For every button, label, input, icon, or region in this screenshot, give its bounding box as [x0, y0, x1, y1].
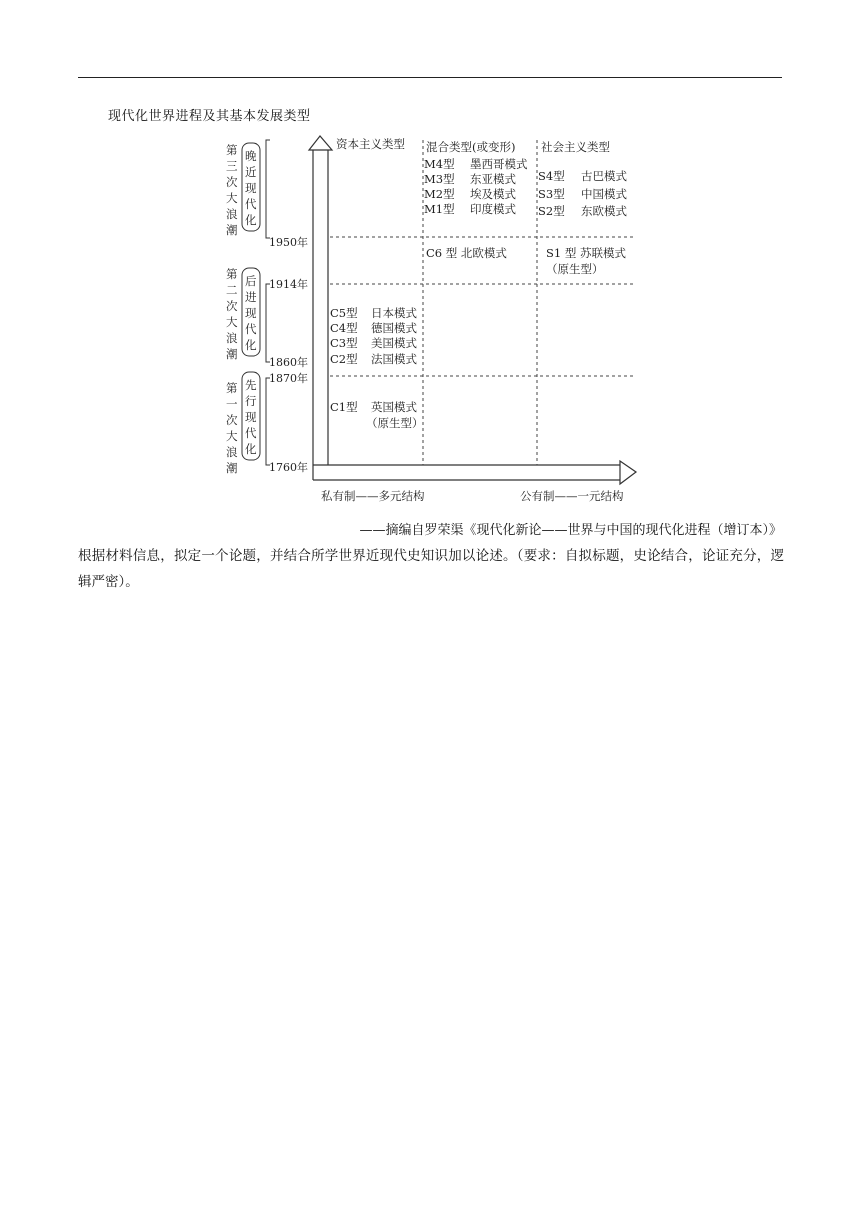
svg-text:C3型: C3型 — [330, 336, 358, 350]
year-1870: 1870年 — [269, 372, 308, 385]
svg-text:M1型: M1型 — [424, 202, 455, 216]
svg-text:第: 第 — [226, 267, 238, 281]
svg-text:代: 代 — [245, 322, 257, 336]
bracket-wave-1 — [266, 378, 270, 465]
x-axis-arrow — [313, 461, 636, 484]
svg-text:第: 第 — [226, 143, 238, 157]
year-1950: 1950年 — [269, 236, 308, 249]
svg-text:近: 近 — [245, 165, 257, 179]
svg-text:进: 进 — [245, 290, 257, 304]
svg-text:M4型: M4型 — [424, 157, 455, 171]
svg-text:次: 次 — [226, 175, 238, 189]
mixed-models — [424, 157, 528, 216]
figure-title: 现代化世界进程及其基本发展类型 — [108, 109, 311, 124]
svg-text:C4型: C4型 — [330, 321, 358, 335]
x-axis-right-label: 公有制——一元结构 — [520, 489, 624, 503]
year-labels — [269, 235, 308, 474]
svg-text:浪: 浪 — [226, 207, 238, 221]
question-text: 根据材料信息，拟定一个论题，并结合所学世界近现代史知识加以论述。（要求：自拟标题，史论结合，论证充分，逻辑严密）。 — [78, 548, 784, 590]
year-brackets — [266, 140, 270, 465]
svg-text:先: 先 — [245, 378, 257, 392]
svg-text:第: 第 — [226, 381, 238, 395]
header-mixed: 混合类型(或变形) — [426, 140, 516, 154]
c6-label: C6 型 北欧模式 — [426, 246, 507, 260]
year-1760: 1760年 — [269, 461, 308, 474]
svg-text:S4型: S4型 — [538, 169, 565, 183]
svg-text:东亚模式: 东亚模式 — [470, 172, 516, 186]
svg-text:墨西哥模式: 墨西哥模式 — [470, 157, 528, 171]
wave-1-subtitle — [245, 378, 257, 456]
post-1950-models — [426, 246, 627, 276]
svg-text:次: 次 — [226, 299, 238, 313]
svg-text:化: 化 — [245, 338, 257, 352]
svg-text:浪: 浪 — [226, 331, 238, 345]
second-wave-models — [330, 306, 417, 366]
s1-note: （原生型） — [546, 262, 604, 276]
svg-text:C2型: C2型 — [330, 352, 358, 366]
column-headers — [336, 137, 610, 154]
svg-text:C5型: C5型 — [330, 306, 358, 320]
source-citation: ——摘编自罗荣渠《现代化新论——世界与中国的现代化进程（增订本）》 — [359, 523, 782, 538]
svg-text:潮: 潮 — [226, 223, 238, 237]
svg-text:化: 化 — [245, 442, 257, 456]
svg-text:大: 大 — [226, 429, 238, 443]
wave-3-subtitle — [245, 149, 257, 227]
bracket-wave-2 — [266, 284, 270, 362]
svg-text:古巴模式: 古巴模式 — [581, 169, 627, 183]
svg-text:M2型: M2型 — [424, 187, 455, 201]
socialist-models — [538, 169, 627, 218]
wave-1-label — [226, 381, 238, 475]
x-axis-labels — [321, 489, 624, 503]
svg-text:英国模式: 英国模式 — [371, 400, 417, 414]
svg-text:一: 一 — [226, 397, 238, 411]
bracket-wave-3 — [266, 140, 270, 238]
svg-text:次: 次 — [226, 413, 238, 427]
svg-text:现: 现 — [245, 306, 257, 320]
svg-text:代: 代 — [245, 426, 257, 440]
svg-text:潮: 潮 — [226, 461, 238, 475]
svg-text:（原生型）: （原生型） — [366, 416, 424, 430]
svg-text:S3型: S3型 — [538, 187, 565, 201]
svg-text:C1型: C1型 — [330, 400, 358, 414]
svg-text:S2型: S2型 — [538, 204, 565, 218]
svg-text:德国模式: 德国模式 — [371, 321, 417, 335]
svg-text:中国模式: 中国模式 — [581, 187, 627, 201]
svg-text:代: 代 — [245, 197, 257, 211]
svg-text:现: 现 — [245, 181, 257, 195]
x-axis-left-label: 私有制——多元结构 — [321, 489, 425, 503]
svg-text:后: 后 — [245, 274, 257, 288]
svg-text:二: 二 — [226, 283, 238, 297]
svg-text:化: 化 — [245, 213, 257, 227]
svg-text:行: 行 — [245, 394, 257, 408]
svg-text:法国模式: 法国模式 — [371, 352, 417, 366]
wave-3-label — [226, 143, 238, 237]
header-socialist: 社会主义类型 — [541, 140, 610, 154]
svg-text:三: 三 — [226, 159, 238, 173]
y-axis-arrow — [309, 136, 332, 480]
svg-text:M3型: M3型 — [424, 172, 455, 186]
year-1860: 1860年 — [269, 356, 308, 369]
modernization-diagram — [0, 0, 860, 520]
svg-text:大: 大 — [226, 315, 238, 329]
svg-text:潮: 潮 — [226, 347, 238, 361]
wave-2-label — [226, 267, 238, 361]
svg-text:美国模式: 美国模式 — [371, 336, 417, 350]
year-1914: 1914年 — [269, 278, 308, 291]
svg-text:印度模式: 印度模式 — [470, 202, 516, 216]
svg-text:埃及模式: 埃及模式 — [470, 187, 516, 201]
svg-text:现: 现 — [245, 410, 257, 424]
svg-text:日本模式: 日本模式 — [371, 306, 417, 320]
s1-label: S1 型 苏联模式 — [546, 246, 627, 260]
svg-text:浪: 浪 — [226, 445, 238, 459]
first-wave-model — [330, 400, 424, 430]
svg-text:大: 大 — [226, 191, 238, 205]
svg-text:晚: 晚 — [245, 149, 257, 163]
svg-text:东欧模式: 东欧模式 — [581, 204, 627, 218]
wave-2-subtitle — [245, 274, 257, 352]
header-capitalist: 资本主义类型 — [336, 137, 405, 151]
